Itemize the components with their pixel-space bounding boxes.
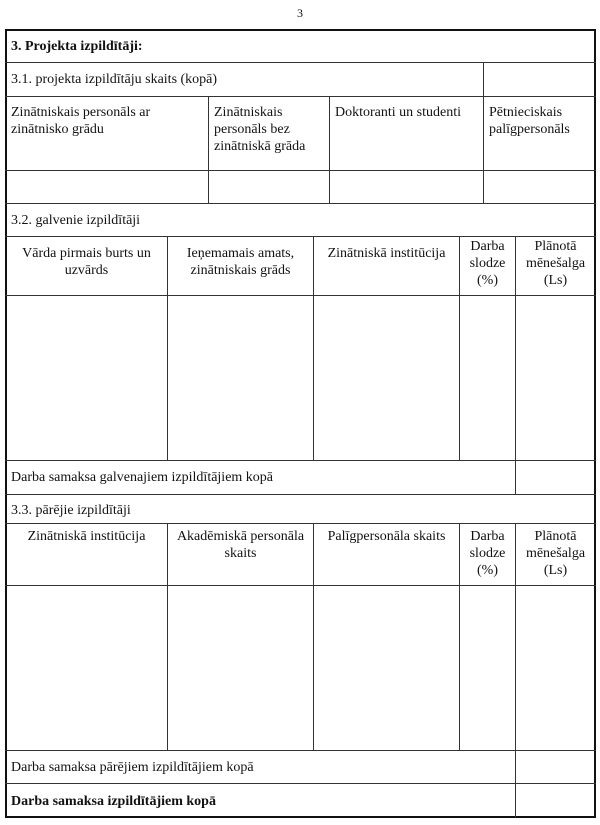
s32-salary-field[interactable]: [516, 296, 595, 460]
s33-total-field[interactable]: [516, 751, 595, 783]
s31-field-1[interactable]: [6, 171, 208, 203]
divider: [5, 750, 596, 751]
s33-header-2: Akadēmiskā personāla skaits: [176, 529, 305, 561]
page-number: 3: [297, 6, 303, 20]
section-title: 3. Projekta izpildītāji:: [11, 39, 143, 54]
s33-support-field[interactable]: [314, 586, 459, 750]
s33-header-1: Zinātniskā institūcija: [27, 529, 146, 544]
divider: [5, 523, 596, 524]
divider: [5, 783, 596, 784]
divider: [5, 494, 596, 495]
s32-header-4: Darba slodze (%): [469, 239, 506, 288]
divider: [5, 460, 596, 461]
s33-salary-field[interactable]: [516, 586, 595, 750]
divider: [5, 236, 596, 237]
s33-institution-field[interactable]: [6, 586, 167, 750]
s32-header-5: Plānotā mēnešalga (Ls): [525, 239, 586, 288]
s31-header-2: Zinātniskais personāls bez zinātniskā grāda: [214, 105, 306, 154]
s33-academic-field[interactable]: [168, 586, 313, 750]
s33-header-5: Plānotā mēnešalga (Ls): [525, 529, 586, 578]
s32-header-2: Ieņemamais amats, zinātniskais grāds: [186, 246, 295, 278]
grand-total-field[interactable]: [516, 784, 595, 816]
grand-total-label: Darba samaksa izpildītājiem kopā: [11, 794, 216, 809]
s31-total-field[interactable]: [484, 63, 594, 96]
s32-title: 3.2. galvenie izpildītāji: [11, 213, 141, 228]
s33-workload-field[interactable]: [460, 586, 515, 750]
s31-field-3[interactable]: [330, 171, 483, 203]
s33-header-4: Darba slodze (%): [469, 529, 506, 578]
s32-position-field[interactable]: [168, 296, 313, 460]
s32-institution-field[interactable]: [314, 296, 459, 460]
s32-total-label: Darba samaksa galvenajiem izpildītājiem kopā: [11, 470, 274, 485]
s33-total-label: Darba samaksa pārējiem izpildītājiem kopā: [11, 760, 254, 775]
s31-header-3: Doktoranti un studenti: [335, 105, 461, 120]
s31-header-4: Pētnieciskais palīgpersonāls: [489, 105, 570, 137]
s31-title: 3.1. projekta izpildītāju skaits (kopā): [11, 72, 218, 87]
s33-header-3: Palīgpersonāla skaits: [327, 529, 446, 544]
s31-field-4[interactable]: [484, 171, 594, 203]
s32-header-3: Zinātniskā institūcija: [327, 246, 446, 261]
divider: [5, 96, 596, 97]
s33-title: 3.3. pārējie izpildītāji: [11, 503, 131, 518]
s31-field-2[interactable]: [209, 171, 329, 203]
s31-header-1: Zinātniskais personāls ar zinātnisko grādu: [11, 105, 151, 137]
divider: [5, 203, 596, 204]
s32-header-1: Vārda pirmais burts un uzvārds: [22, 246, 151, 278]
s32-total-field[interactable]: [516, 461, 595, 494]
s32-workload-field[interactable]: [460, 296, 515, 460]
s32-name-field[interactable]: [6, 296, 167, 460]
